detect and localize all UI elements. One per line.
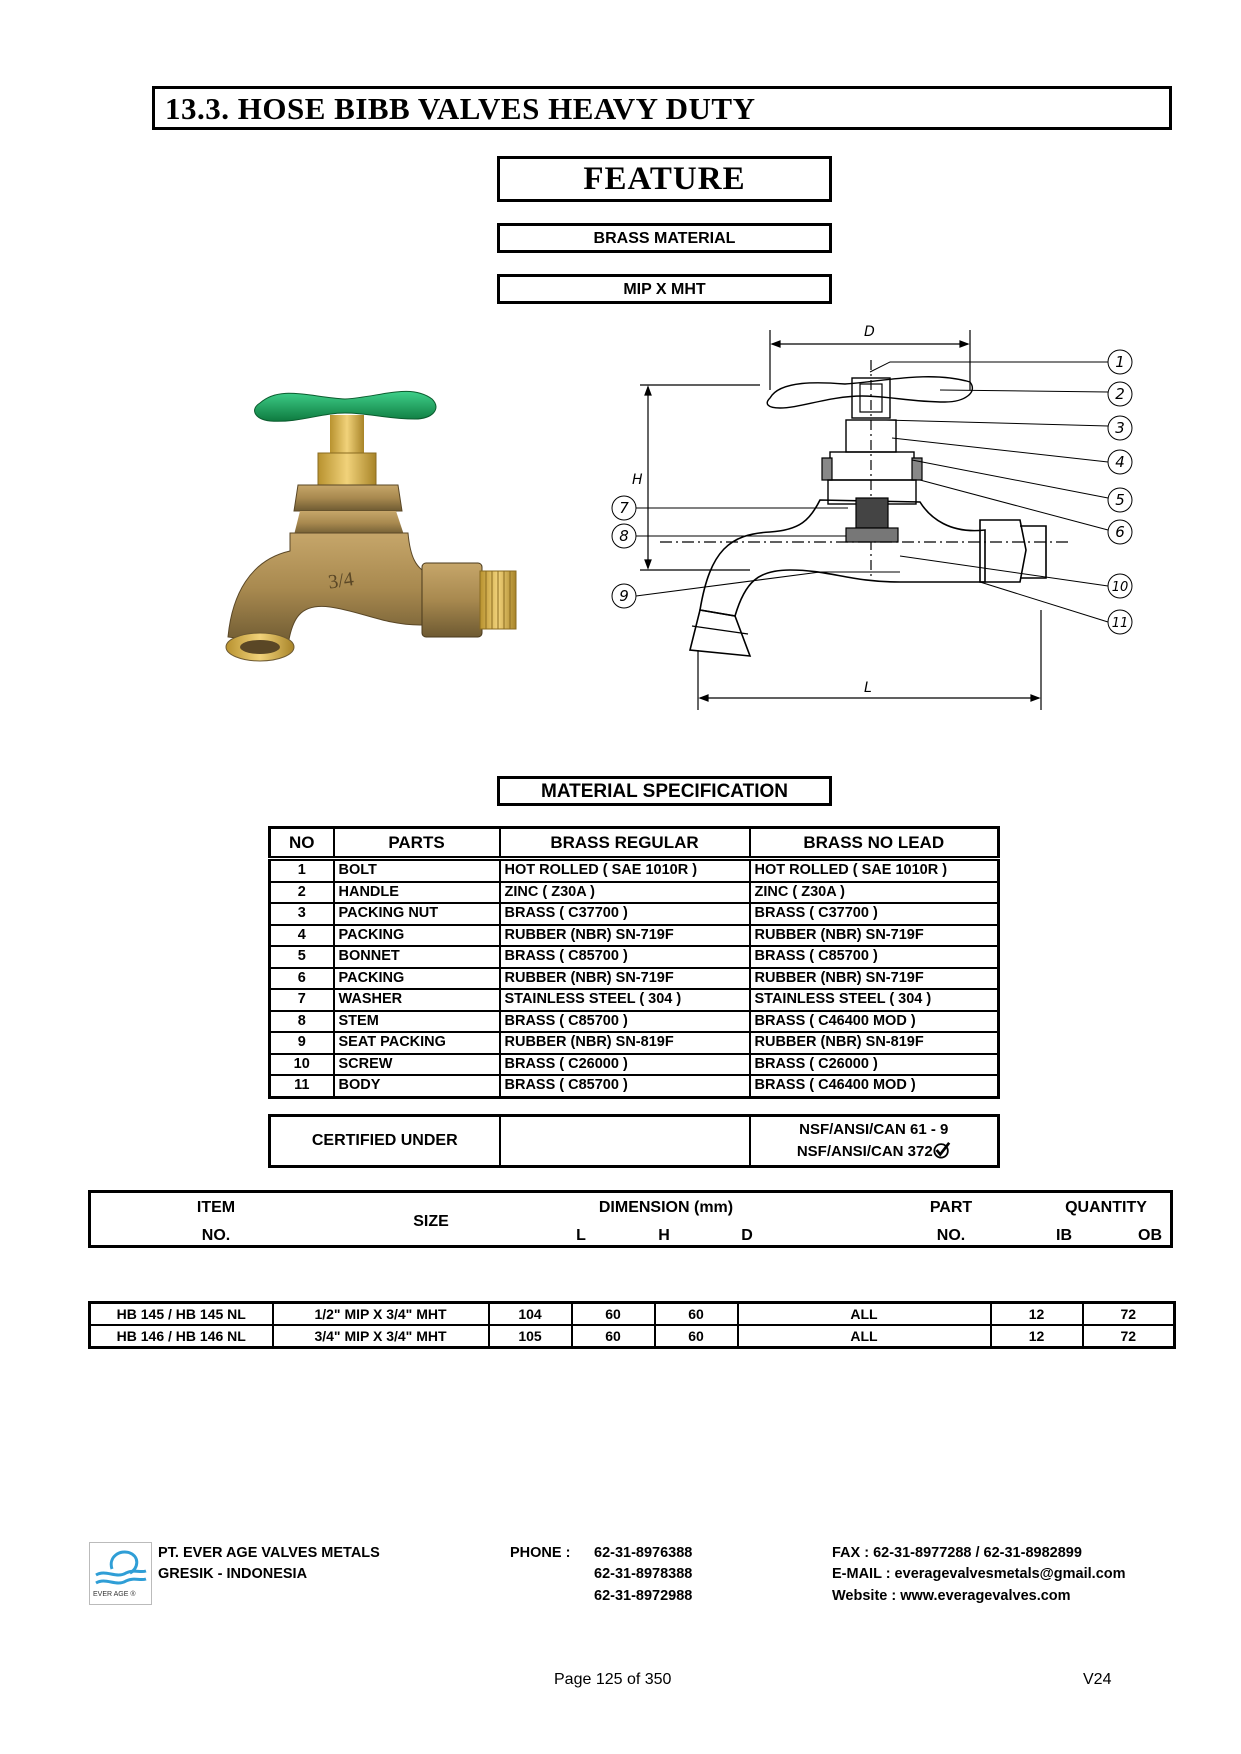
callout-6 (1108, 520, 1132, 544)
feature-heading-box (497, 156, 832, 202)
col-brass-no-lead: BRASS NO LEAD (750, 828, 999, 859)
row-no: 8 (270, 1011, 334, 1033)
row-no: 11 (270, 1075, 334, 1097)
row-nolead: BRASS ( C37700 ) (750, 903, 999, 925)
product-photo (170, 375, 550, 675)
row-regular: BRASS ( C85700 ) (500, 1075, 750, 1097)
row-no: 2 (270, 882, 334, 904)
row-nolead: BRASS ( C46400 MOD ) (750, 1075, 999, 1097)
item-d: 60 (655, 1325, 738, 1348)
table-row (270, 1032, 999, 1054)
page-number: Page 125 of 350 (554, 1671, 672, 1688)
dim-label-d: D (864, 324, 875, 340)
row-part: BODY (334, 1075, 500, 1097)
feature-item-brass-material: BRASS MATERIAL (497, 223, 832, 253)
feature-heading: FEATURE (583, 161, 746, 197)
fax-info: FAX : 62-31-8977288 / 62-31-8982899 (832, 1545, 1082, 1561)
item-no: HB 146 / HB 146 NL (90, 1325, 273, 1348)
item-h: 60 (572, 1325, 655, 1348)
header-item: ITEM (196, 1199, 236, 1216)
svg-text:9: 9 (619, 587, 629, 605)
svg-text:10: 10 (1111, 580, 1129, 595)
callout-3 (1108, 416, 1132, 440)
material-spec-table (268, 826, 1000, 1099)
item-size: 1/2" MIP X 3/4" MHT (273, 1303, 489, 1326)
col-parts: PARTS (334, 828, 500, 859)
row-regular: BRASS ( C37700 ) (500, 903, 750, 925)
row-part: PACKING (334, 968, 500, 990)
item-no: HB 145 / HB 145 NL (90, 1303, 273, 1326)
header-ib: IB (1056, 1227, 1072, 1244)
row-regular: STAINLESS STEEL ( 304 ) (500, 989, 750, 1011)
item-ob: 72 (1083, 1303, 1175, 1326)
certified-no-lead (750, 1116, 999, 1167)
row-regular: ZINC ( Z30A ) (500, 882, 750, 904)
certification-table (268, 1114, 1000, 1168)
table-row (270, 1075, 999, 1097)
item-h: 60 (572, 1303, 655, 1326)
row-nolead: RUBBER (NBR) SN-719F (750, 925, 999, 947)
phone-label: PHONE : (510, 1545, 571, 1561)
dim-label-l: L (864, 680, 872, 696)
row-part: HANDLE (334, 882, 500, 904)
svg-text:1: 1 (1115, 353, 1125, 371)
item-size: 3/4" MIP X 3/4" MHT (273, 1325, 489, 1348)
row-no: 10 (270, 1054, 334, 1076)
table-row (90, 1303, 1175, 1326)
row-part: SEAT PACKING (334, 1032, 500, 1054)
row-no: 7 (270, 989, 334, 1011)
certification-row (270, 1116, 999, 1167)
page-title: 13.3. HOSE BIBB VALVES HEAVY DUTY (165, 91, 756, 126)
table-row (90, 1325, 1175, 1348)
callout-5 (1108, 488, 1132, 512)
callout-7 (612, 496, 636, 520)
header-size: SIZE (413, 1213, 449, 1230)
company-location: GRESIK - INDONESIA (158, 1566, 308, 1582)
row-nolead: RUBBER (NBR) SN-719F (750, 968, 999, 990)
row-regular: HOT ROLLED ( SAE 1010R ) (500, 859, 750, 882)
row-regular: BRASS ( C26000 ) (500, 1054, 750, 1076)
row-no: 4 (270, 925, 334, 947)
row-no: 6 (270, 968, 334, 990)
svg-text:5: 5 (1115, 491, 1125, 509)
row-part: BONNET (334, 946, 500, 968)
company-logo (89, 1542, 152, 1605)
row-nolead: RUBBER (NBR) SN-819F (750, 1032, 999, 1054)
header-quantity: QUANTITY (1065, 1199, 1147, 1216)
logo-text: EVER AGE ® (93, 1591, 136, 1598)
svg-text:3: 3 (1115, 419, 1125, 437)
svg-text:7: 7 (619, 499, 629, 517)
email-info: E-MAIL : everagevalvesmetals@gmail.com (832, 1566, 1126, 1582)
header-ob: OB (1138, 1227, 1162, 1244)
row-part: BOLT (334, 859, 500, 882)
item-l: 105 (489, 1325, 572, 1348)
header-part: PART (929, 1199, 973, 1216)
header-dim-h: H (658, 1227, 670, 1244)
website-info: Website : www.everagevalves.com (832, 1588, 1071, 1604)
product-size-marking: 3/4 (326, 568, 356, 594)
callout-4 (1108, 450, 1132, 474)
table-header-row (270, 828, 999, 859)
title-box (152, 86, 1172, 130)
item-ib: 12 (991, 1303, 1083, 1326)
item-part: ALL (738, 1325, 991, 1348)
material-spec-heading: MATERIAL SPECIFICATION (497, 776, 832, 806)
svg-text:8: 8 (619, 527, 629, 545)
row-part: PACKING (334, 925, 500, 947)
svg-text:2: 2 (1115, 385, 1125, 403)
row-regular: BRASS ( C85700 ) (500, 946, 750, 968)
row-part: WASHER (334, 989, 500, 1011)
callout-10 (1108, 574, 1132, 598)
table-row (270, 946, 999, 968)
row-regular: BRASS ( C85700 ) (500, 1011, 750, 1033)
row-nolead: BRASS ( C46400 MOD ) (750, 1011, 999, 1033)
table-row (270, 903, 999, 925)
row-nolead: BRASS ( C85700 ) (750, 946, 999, 968)
item-part: ALL (738, 1303, 991, 1326)
svg-text:4: 4 (1115, 453, 1125, 471)
row-regular: RUBBER (NBR) SN-719F (500, 925, 750, 947)
row-part: PACKING NUT (334, 903, 500, 925)
version-label: V24 (1083, 1671, 1112, 1688)
header-part-no: NO. (936, 1227, 966, 1244)
col-brass-regular: BRASS REGULAR (500, 828, 750, 859)
item-d: 60 (655, 1303, 738, 1326)
certified-under-label: CERTIFIED UNDER (270, 1116, 500, 1167)
callout-9 (612, 584, 636, 608)
table-row (270, 1054, 999, 1076)
table-row (270, 859, 999, 882)
row-no: 5 (270, 946, 334, 968)
phone-3: 62-31-8972988 (594, 1588, 693, 1604)
table-row (270, 989, 999, 1011)
item-ob: 72 (1083, 1325, 1175, 1348)
technical-drawing (600, 320, 1140, 710)
row-nolead: ZINC ( Z30A ) (750, 882, 999, 904)
header-dimension: DIMENSION (mm) (598, 1199, 734, 1216)
table-row (270, 925, 999, 947)
callout-2 (1108, 382, 1132, 406)
feature-item-connection: MIP X MHT (497, 274, 832, 304)
table-row (270, 968, 999, 990)
row-regular: RUBBER (NBR) SN-719F (500, 968, 750, 990)
callout-8 (612, 524, 636, 548)
phone-2: 62-31-8978388 (594, 1566, 693, 1582)
header-item-no: NO. (201, 1227, 231, 1244)
row-no: 3 (270, 903, 334, 925)
item-ib: 12 (991, 1325, 1083, 1348)
row-nolead: HOT ROLLED ( SAE 1010R ) (750, 859, 999, 882)
row-nolead: STAINLESS STEEL ( 304 ) (750, 989, 999, 1011)
row-part: SCREW (334, 1054, 500, 1076)
header-dim-d: D (741, 1227, 753, 1244)
checkmark-icon (933, 1141, 951, 1159)
dim-label-h: H (632, 472, 643, 488)
row-no: 9 (270, 1032, 334, 1054)
callout-1 (1108, 350, 1132, 374)
row-no: 1 (270, 859, 334, 882)
svg-text:6: 6 (1115, 523, 1125, 541)
table-row (270, 1011, 999, 1033)
phone-1: 62-31-8976388 (594, 1545, 693, 1561)
row-part: STEM (334, 1011, 500, 1033)
item-header (88, 1190, 1173, 1248)
header-dim-l: L (576, 1227, 586, 1244)
company-name: PT. EVER AGE VALVES METALS (158, 1545, 380, 1561)
item-table (88, 1301, 1176, 1349)
svg-text:11: 11 (1111, 616, 1129, 631)
col-no: NO (270, 828, 334, 859)
item-l: 104 (489, 1303, 572, 1326)
cert-standard-2-wrap (752, 1141, 997, 1163)
callout-11 (1108, 610, 1132, 634)
row-nolead: BRASS ( C26000 ) (750, 1054, 999, 1076)
certified-regular (500, 1116, 750, 1167)
table-row (270, 882, 999, 904)
cert-standard-1: NSF/ANSI/CAN 61 - 9 (799, 1121, 949, 1138)
row-regular: RUBBER (NBR) SN-819F (500, 1032, 750, 1054)
cert-standard-2: NSF/ANSI/CAN 372 (796, 1143, 933, 1160)
wave-logo-icon (90, 1543, 151, 1591)
